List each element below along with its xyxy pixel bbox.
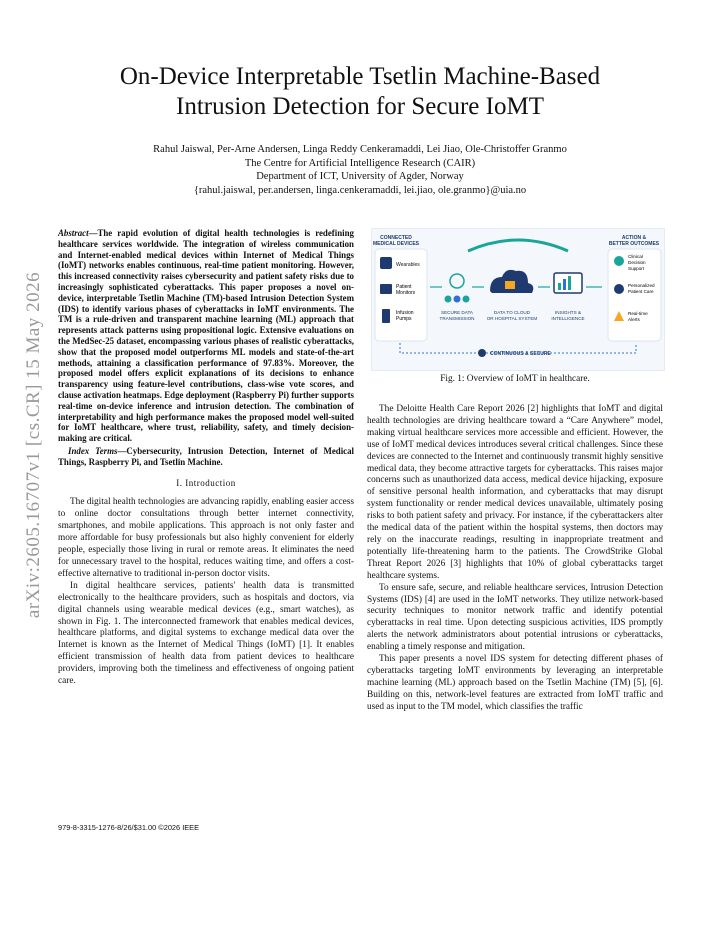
right-paragraph-1: The Deloitte Health Care Report 2026 [2] highlights that IoMT and digital health technologies are driving healthcare toward a “Care Anywhere” model, making virtual healthcare services more accessible and efficient. However, the use of IoMT medical devices introduces several critical challenges. Since these devices are connected to the Internet and continuously transmit highly sensitive medical data, they become attractive targets for cyberattacks. This raises major concerns such as unauthorized data access, medical device hijacking, exposure of sensitive personal health information, and cyberattacks that may disrupt system functionality or render medical devices unavailable, ultimately posing risks to both patient safety and privacy. For instance, if the cyberattackers alter the medical data of the patient within the hospital systems, then doctors may rely on the inaccurate readings, resulting in inappropriate treatment and potentially life-threatening harm to the patients. The CrowdStrike Global Threat Report 2026 [3] highlights that 10% of global cyberattacks target healthcare systems. bbox=[367, 404, 663, 581]
device-infusion-label-1: Infusion bbox=[396, 310, 414, 316]
author-names: Rahul Jaiswal, Per-Arne Andersen, Linga Reddy Cenkeramaddi, Lei Jiao, Ole-Christoffer Granmo bbox=[153, 144, 567, 155]
stage-3-line-2: INTELLIGENCE bbox=[551, 316, 585, 321]
shield-icon-1 bbox=[445, 296, 452, 303]
figure-caption: Fig. 1: Overview of IoMT in healthcare. bbox=[440, 374, 590, 384]
section-heading-introduction: I. Introduction bbox=[176, 477, 236, 488]
intro-paragraph-2: In digital healthcare services, patients' health data is transmitted electronically to the healthcare providers, such as hospitals and doctors, via digital channels using wearable medical devices (e.g., smart watches), as shown in Fig. 1. The interconnected framework that enables medical devices, healthcare platforms, and digital systems to exchange medical data over the Internet is known as the Internet of Medical Things (IoMT) [1]. It enables efficient transmission of health data from patient devices to healthcare providers, improving both the timeliness and effectiveness of ongoing patient care. bbox=[58, 580, 354, 687]
abstract bbox=[58, 228, 354, 444]
right-header-line-1: ACTION & bbox=[621, 235, 647, 241]
stage-2-line-1: DATA TO CLOUD bbox=[493, 310, 531, 315]
bar-icon-3 bbox=[568, 276, 571, 290]
stage-3-line-1: INSIGHTS & bbox=[554, 310, 582, 315]
shield-icon-2 bbox=[454, 296, 461, 303]
abstract-label: Abstract bbox=[58, 228, 89, 238]
right-paragraph-2: To ensure safe, secure, and reliable healthcare services, Intrusion Detection Systems (IDS) [4] are used in the IoMT networks. They utilize network-based security techniques to monitor network traffic and identify potential cyberattacks in real time. Upon detecting suspicious activities, IDS promptly alerts the network administrators about potential intrusions or cyberattacks, enabling a timely response and mitigation. bbox=[367, 582, 663, 653]
figure-iomt-overview bbox=[371, 228, 665, 371]
device-patient-label-2: Monitors bbox=[396, 290, 416, 296]
right-paragraph-3: This paper presents a novel IDS system for detecting different phases of cyberattacks targeting IoMT environments by leveraging an interpretable machine learning (ML) approach based on the Tsetlin Machine (TM) [5], [6]. Building on this, network-level features are extracted from IoMT traffic and used as input to the TM model, which classifies the traffic bbox=[367, 654, 663, 712]
intro-paragraph-1: The digital health technologies are advancing rapidly, enabling easier access to online doctor consultations through better internet connectivity, smartphones, and mobile applications. This approach is not only faster and more affordable for busy professionals but also highly convenient for elderly people, especially those living in rural or remote areas. It eliminates the need for unnecessary travel to the hospital, reduces waiting time, and offers a cost-effective alternative to traditional in-person doctor visits. bbox=[58, 497, 354, 579]
affiliation-center: The Centre for Artificial Intelligence Research (CAIR) bbox=[244, 157, 476, 169]
device-patient-label-1: Patient bbox=[396, 284, 412, 290]
arxiv-identifier: arXiv:2605.16707v1 [cs.CR] 15 May 2026 bbox=[23, 271, 44, 619]
right-header-line-2: BETTER OUTCOMES bbox=[608, 241, 660, 247]
outcome-2-line-1: Personalized bbox=[628, 283, 655, 288]
index-terms bbox=[58, 446, 354, 468]
stage-1-line-2: TRANSMISSION bbox=[439, 316, 475, 321]
paper-title bbox=[60, 62, 660, 122]
infusion-pump-icon bbox=[382, 309, 390, 323]
device-wearables: Wearables bbox=[396, 262, 420, 268]
outcome-3-line-2: Alerts bbox=[628, 317, 640, 322]
outcome-2-line-2: Patient Care bbox=[628, 289, 654, 294]
wireless-icon bbox=[450, 274, 464, 288]
index-terms-label: Index Terms bbox=[68, 445, 118, 456]
shield-icon-3 bbox=[463, 296, 470, 303]
outcome-1-line-1: Clinical bbox=[628, 254, 643, 259]
arxiv-sidebar bbox=[18, 250, 50, 640]
author-block bbox=[60, 143, 660, 197]
left-header-line-1: CONNECTED bbox=[380, 235, 412, 241]
patient-monitor-icon bbox=[380, 284, 392, 294]
left-header-line-2: MEDICAL DEVICES bbox=[372, 241, 420, 247]
bar-icon-2 bbox=[563, 279, 566, 290]
top-cycle-arrow bbox=[468, 240, 568, 251]
doctor-icon bbox=[614, 256, 624, 266]
patient-icon bbox=[614, 284, 624, 294]
abstract-text: —The rapid evolution of digital health technologies is redefining healthcare services worldwide. The integration of wireless communication and Internet-enabled medical devices within Internet of Medical Things (IoMT) networks enables continuous, real-time patient monitoring. However, this increased connectivity raises cybersecurity and patient safety risks due to increasingly sophisticated cyberattacks. This paper proposes a novel on-device, interpretable Tsetlin Machine (TM)-based Intrusion Detection System (IDS) to identify various phases of cyberattacks in IoMT environments. The TM is a rule-driven and transparent machine learning (ML) approach that represents attack patterns using propositional logic. Extensive evaluations on the MedSec-25 dataset, encompassing various phases of realistic cyberattacks, show that the proposed model outperforms ML models and state-of-the-art methods, attaining a classification performance of 97.83%. Moreover, the proposed model offers explicit explanations of its decisions to enhance transparency using feature-level contributions, class-wise vote scores, and clause activation heatmaps. Edge deployment (Raspberry Pi) further supports real-time on-device inference and intrusion detection. The combination of interpretability and high performance makes the proposed model well-suited for IoMT healthcare, where trust, reliability, safety, and timely decision-making are critical. bbox=[58, 228, 354, 444]
figure-footer-label: CONTINUOUS & SECURE bbox=[490, 351, 551, 357]
left-column bbox=[58, 228, 354, 688]
secure-loop-icon bbox=[478, 349, 486, 357]
device-infusion-label-2: Pumps bbox=[396, 316, 412, 322]
index-terms-text: —Cybersecurity, Intrusion Detection, Internet of Medical Things, Raspberry Pi, and Tsetlin Machine. bbox=[58, 445, 355, 467]
author-emails: {rahul.jaiswal, per.andersen, linga.cenkeramaddi, lei.jiao, ole.granmo}@uia.no bbox=[193, 184, 527, 196]
outcome-3-line-1: Real-time bbox=[628, 311, 648, 316]
lock-icon bbox=[505, 281, 515, 289]
affiliation-department: Department of ICT, University of Agder, Norway bbox=[256, 171, 464, 182]
stage-2-line-2: OR HOSPITAL SYSTEM bbox=[486, 316, 538, 321]
iomt-diagram bbox=[372, 229, 664, 370]
copyright-notice: 979-8-3315-1276-8/26/$31.00 ©2026 IEEE bbox=[58, 823, 200, 832]
outcome-1-line-2: Decision bbox=[628, 260, 646, 265]
wearables-icon bbox=[380, 257, 392, 269]
outcome-1-line-3: Support bbox=[628, 266, 645, 271]
title-line-1: On-Device Interpretable Tsetlin Machine-Based bbox=[119, 63, 601, 90]
stage-1-line-1: SECURE DATA bbox=[441, 310, 473, 315]
bar-icon-1 bbox=[558, 283, 561, 290]
title-line-2: Intrusion Detection for Secure IoMT bbox=[176, 93, 544, 120]
right-column bbox=[367, 404, 663, 714]
